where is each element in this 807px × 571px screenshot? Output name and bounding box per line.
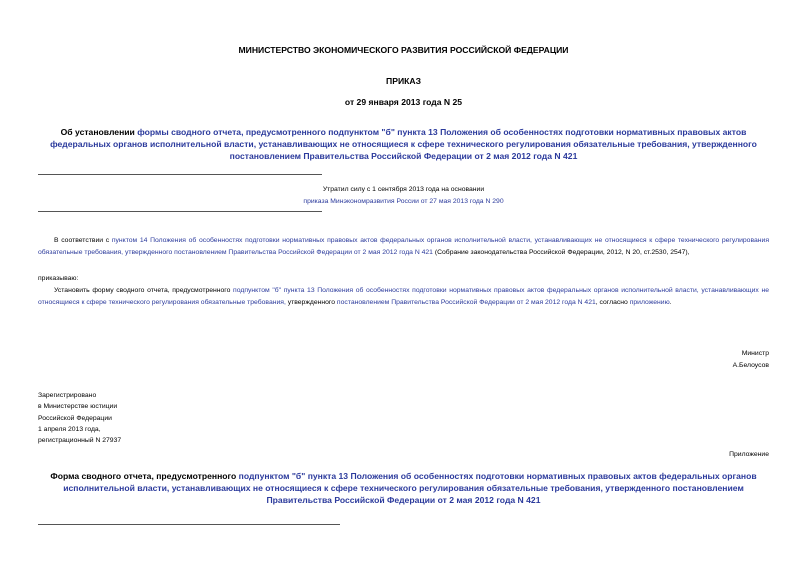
decision-paragraph [38,285,769,308]
revocation-note [36,184,771,208]
appendix-title-prefix: Форма сводного отчета, предусмотренного [50,471,239,481]
registration-line: 1 апреля 2013 года, [38,425,101,433]
divider-appendix [38,524,340,525]
doc-type-heading: ПРИКАЗ [386,76,421,86]
preamble-paragraph [38,235,769,258]
decision-mid2: , согласно [595,298,630,306]
order-title-prefix: Об установлении [60,127,138,137]
decision-mid: утвержденного [287,298,337,306]
order-title-link[interactable]: формы сводного отчета, предусмотренного подпунктом "б" пункта 13 Положения об особенностях подготовки нормативных правовых актов федеральных органов исполнительной власти, устанавливающих не относящиеся к сфере технического регулирования обязательные требования, утвержденного постановлением Правительства Российской Федерации от 2 мая 2012 года N 421 [50,127,757,161]
divider-bottom [38,211,322,212]
registration-line: регистрационный N 27937 [38,437,122,445]
appendix-title-link[interactable]: подпунктом "б" пункта 13 Положения об особенностях подготовки нормативных правовых актов федеральных органов исполнительной власти, устанавливающих не относящиеся к сфере технического регулирования обязательные требования, утвержденного постановлением Правительства Российской Федерации от 2 мая 2012 года N 421 [63,471,757,505]
appendix-label: Приложение [729,451,769,458]
decision-prefix: Установить форму сводного отчета, предусмотренного [54,287,234,294]
order-date-number: от 29 января 2013 года N 25 [344,97,463,107]
revocation-link[interactable]: приказа Минэкономразвития России от 27 мая 2013 года N 290 [303,198,504,205]
preamble-prefix: В соответствии с [54,237,112,244]
decision-link-appendix[interactable]: приложению [629,298,670,306]
registration-line: в Министерстве юстиции [38,403,118,411]
divider-top [38,174,322,175]
appendix-title [36,470,771,506]
preamble-link[interactable]: пунктом 14 Положения об особенностях подготовки нормативных правовых актов федеральных органов исполнительной власти, устанавливающих не относящиеся к сфере технического регулирования обязательные требования, утвержденного постановлением Правительства Российской Федерации от 2 мая 2012 года N 421 [38,237,770,256]
decision-suffix: . [669,298,672,306]
decision-link-resolution[interactable]: постановлением Правительства Российской Федерации от 2 мая 2012 года N 421 [336,298,596,306]
order-word: приказываю: [38,275,79,282]
registration-block [38,390,121,446]
ministry-heading: МИНИСТЕРСТВО ЭКОНОМИЧЕСКОГО РАЗВИТИЯ РОССИЙСКОЙ ФЕДЕРАЦИИ [238,45,569,55]
registration-line: Российской Федерации [38,414,112,422]
preamble-suffix: (Собрание законодательства Российской Федерации, 2012, N 20, ст.2530, 2547), [432,248,690,256]
signature-position: Министр [741,350,769,357]
decision-link-subclause[interactable]: подпунктом "б" пункта 13 Положения об особенностях подготовки нормативных правовых актов федеральных органов исполнительной власти, устанавливающих не относящиеся к сфере технического регулирования обязательные требования, [38,287,769,306]
signature-name: А.Белоусов [732,361,769,369]
order-title [36,126,771,162]
registration-line: Зарегистрировано [38,392,97,399]
revocation-line: Утратил силу с 1 сентября 2013 года на основании [322,186,485,193]
signature-block [733,348,769,371]
